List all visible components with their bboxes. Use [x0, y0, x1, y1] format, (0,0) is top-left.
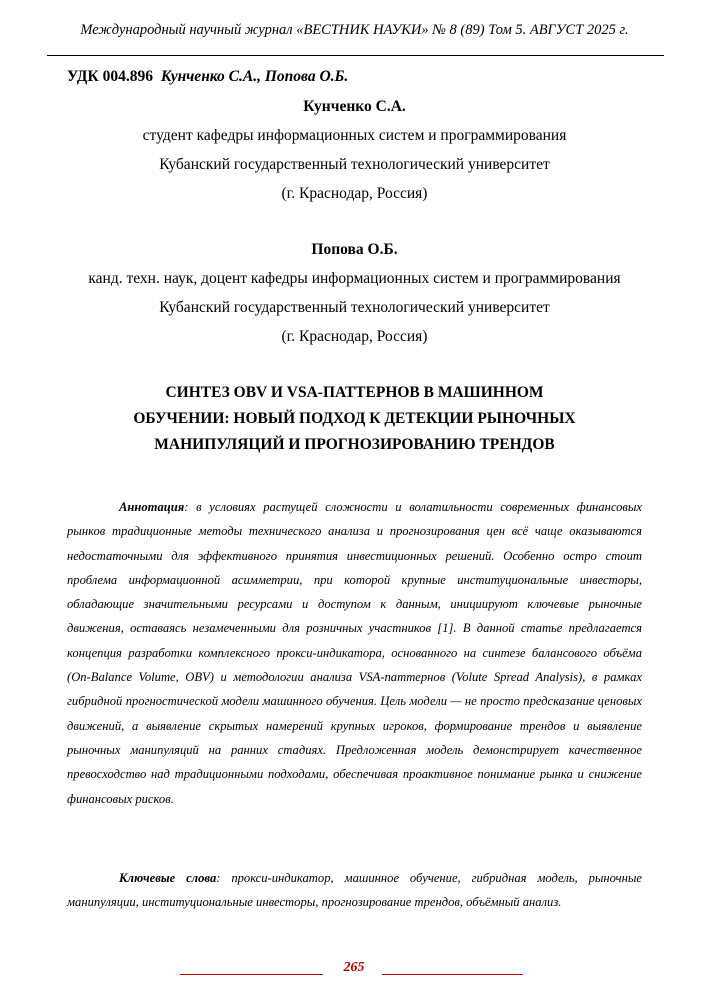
journal-header: Международный научный журнал «ВЕСТНИК НАУКИ» № 8 (89) Том 5. АВГУСТ 2025 г. — [80, 22, 629, 38]
author2-university: Кубанский государственный технологический университет — [159, 299, 550, 316]
udk-code: УДК 004.896 — [67, 68, 153, 85]
page-footer — [0, 958, 709, 980]
keywords-text: : прокси-индикатор, машинное обучение, гибридная модель, рыночные манипуляции, институциональные инвесторы, прогнозирование трендов, объёмный анализ. — [67, 871, 643, 910]
abstract-label: Аннотация — [119, 500, 185, 514]
author1-name: Кунченко С.А. — [303, 98, 406, 115]
abstract-text: : в условиях растущей сложности и волатильности современных финансовых рынков традиционные методы технического анализа и прогнозирования цен всё чаще оказываются недостаточными для эффективного принятия инвестиционных решений. Особенно остро стоит проблема информационной асимметрии, при которой крупные институциональные инвесторы, обладающие значительными ресурсами и доступом к данным, инициируют ключевые рыночные движения, оставаясь незамеченными для розничных участников [1]. В данной статье предлагается концепция разработки комплексного прокси-индикатора, основанного на синтезе балансового объёма (On-Balance Volume, OBV) и методологии анализа VSA-паттернов (Volute Spread Analysis), в рамках гибридной прогностической модели машинного обучения. Цель модели — не просто предсказание ценовых движений, а выявление скрытых намерений крупных игроков, формирование трендов и выявление рыночных манипуляций на ранних стадиях. Предложенная модель демонстрирует качественное превосходство над традиционными подходами, обеспечивая проактивное понимание рынка и снижение финансовых рисков. — [67, 500, 642, 806]
keywords-label: Ключевые слова — [119, 871, 217, 885]
keywords-paragraph — [67, 866, 642, 915]
title-line-2: ОБУЧЕНИИ: НОВЫЙ ПОДХОД К ДЕТЕКЦИИ РЫНОЧНЫХ — [133, 410, 576, 427]
author2-name: Попова О.Б. — [311, 241, 398, 258]
footer-line-left — [180, 974, 323, 975]
author1-position: студент кафедры информационных систем и программирования — [142, 127, 567, 144]
abstract-paragraph — [67, 495, 642, 811]
udk-line — [67, 66, 348, 88]
header-divider — [47, 55, 664, 56]
author2-position: канд. техн. наук, доцент кафедры информационных систем и программирования — [88, 270, 621, 287]
udk-authors: Кунченко С.А., Попова О.Б. — [160, 68, 349, 85]
title-line-1: СИНТЕЗ OBV И VSA-ПАТТЕРНОВ В МАШИННОМ — [165, 384, 544, 401]
footer-line-right — [382, 974, 523, 975]
title-line-3: МАНИПУЛЯЦИЙ И ПРОГНОЗИРОВАНИЮ ТРЕНДОВ — [154, 436, 555, 453]
page-number: 265 — [343, 960, 365, 975]
author2-city: (г. Краснодар, Россия) — [281, 328, 428, 345]
author1-university: Кубанский государственный технологический университет — [159, 156, 550, 173]
author1-city: (г. Краснодар, Россия) — [281, 185, 428, 202]
article-title — [60, 380, 649, 458]
